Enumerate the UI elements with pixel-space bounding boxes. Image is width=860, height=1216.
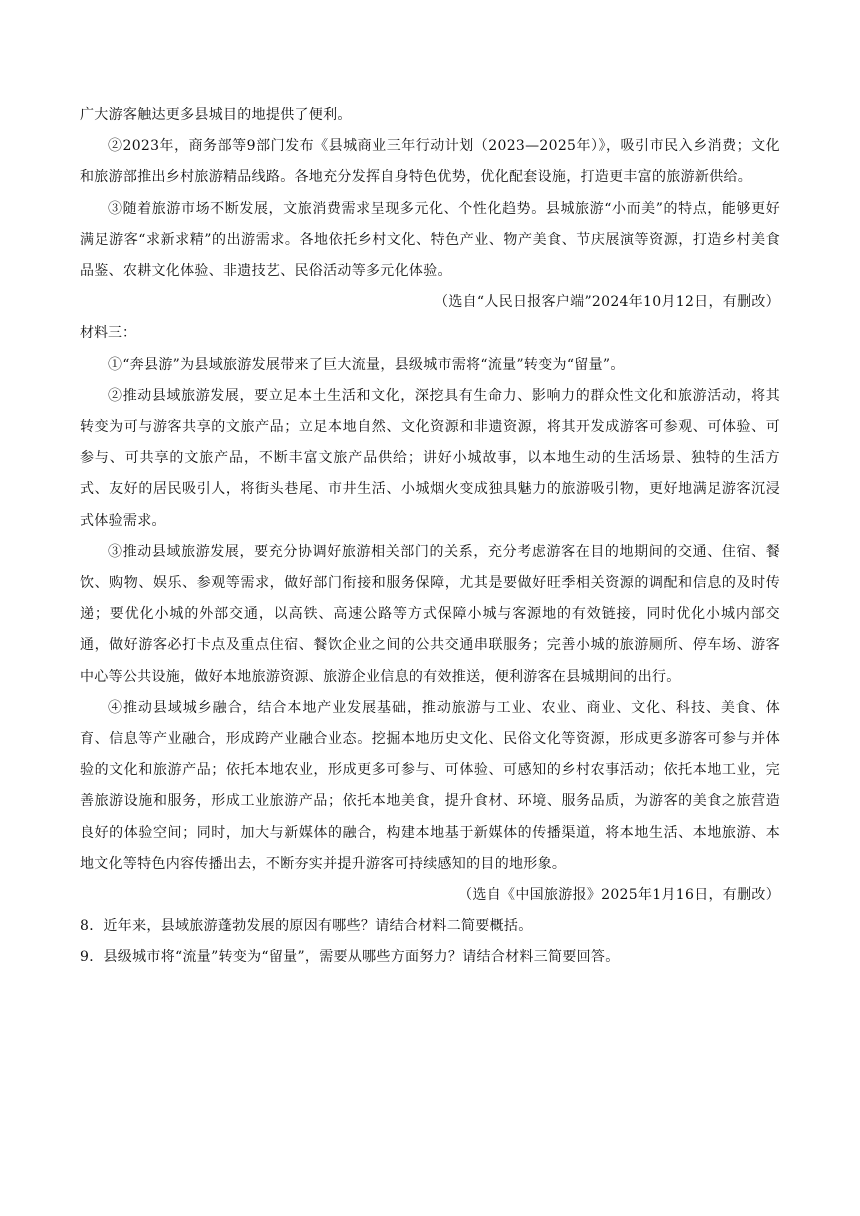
material3-paragraph-4: ④推动县域城乡融合，结合本地产业发展基础，推动旅游与工业、农业、商业、文化、科技、美食、体育、信息等产业融合，形成跨产业融合业态。挖掘本地历史文化、民俗文化等资源，形成更多游客可参与并体验的文化和旅游产品；依托本地农业，形成更多可参与、可体验、可感知的乡村农事活动；依托本地工业，完善旅游设施和服务，形成工业旅游产品；依托本地美食，提升食材、环境、服务品质，为游客的美食之旅营造良好的体验空间；同时，加大与新媒体的融合，构建本地基于新媒体的传播渠道，将本地生活、本地旅游、本地文化等特色内容传播出去，不断夯实并提升游客可持续感知的目的地形象。 [80,699,780,872]
question-8: 8．近年来，县域旅游蓬勃发展的原因有哪些？请结合材料二简要概括。 [80,918,533,935]
material3-paragraph-1: ①“奔县游”为县域旅游发展带来了巨大流量，县级城市需将“流量”转变为“留量”。 [108,356,625,373]
material2-paragraph-continuation: 广大游客触达更多县城目的地提供了便利。 [80,107,352,123]
material2-source: （选自“人民日报客户端”2024年10月12日，有删改） [434,294,780,311]
material3-source: （选自《中国旅游报》2025年1月16日，有删改） [458,887,780,904]
material3-label: 材料三： [80,325,136,342]
document-page [80,100,780,974]
question-9: 9．县级城市将“流量”转变为“留量”，需要从哪些方面努力？请结合材料三简要回答。 [80,949,620,966]
material2-paragraph-2: ②2023年，商务部等9部门发布《县城商业三年行动计划（2023—2025年）》，吸引市民入乡消费；文化和旅游部推出乡村旅游精品线路。各地充分发挥自身特色优势，优化配套设施，打造更丰富的旅游新供给。 [80,138,780,186]
material2-paragraph-3: ③随着旅游市场不断发展，文旅消费需求呈现多元化、个性化趋势。县城旅游“小而美”的特点，能够更好满足游客“求新求精”的出游需求。各地依托乡村文化、特色产业、物产美食、节庆展演等资源，打造乡村美食品鉴、农耕文化体验、非遗技艺、民俗活动等多元化体验。 [80,200,780,280]
material3-paragraph-2: ②推动县域旅游发展，要立足本土生活和文化，深挖具有生命力、影响力的群众性文化和旅游活动，将其转变为可与游客共享的文旅产品；立足本地自然、文化资源和非遗资源，将其开发成游客可参观、可体验、可参与、可共享的文旅产品，不断丰富文旅产品供给；讲好小城故事，以本地生动的生活场景、独特的生活方式、友好的居民吸引人，将街头巷尾、市井生活、小城烟火变成独具魅力的旅游吸引物，更好地满足游客沉浸式体验需求。 [80,387,780,529]
material3-paragraph-3: ③推动县域旅游发展，要充分协调好旅游相关部门的关系，充分考虑游客在目的地期间的交通、住宿、餐饮、购物、娱乐、参观等需求，做好部门衔接和服务保障，尤其是要做好旺季相关资源的调配和信息的及时传递；要优化小城的外部交通，以高铁、高速公路等方式保障小城与客源地的有效链接，同时优化小城内部交通，做好游客必打卡点及重点住宿、餐饮企业之间的公共交通串联服务；完善小城的旅游厕所、停车场、游客中心等公共设施，做好本地旅游资源、旅游企业信息的有效推送，便利游客在县城期间的出行。 [80,543,780,685]
